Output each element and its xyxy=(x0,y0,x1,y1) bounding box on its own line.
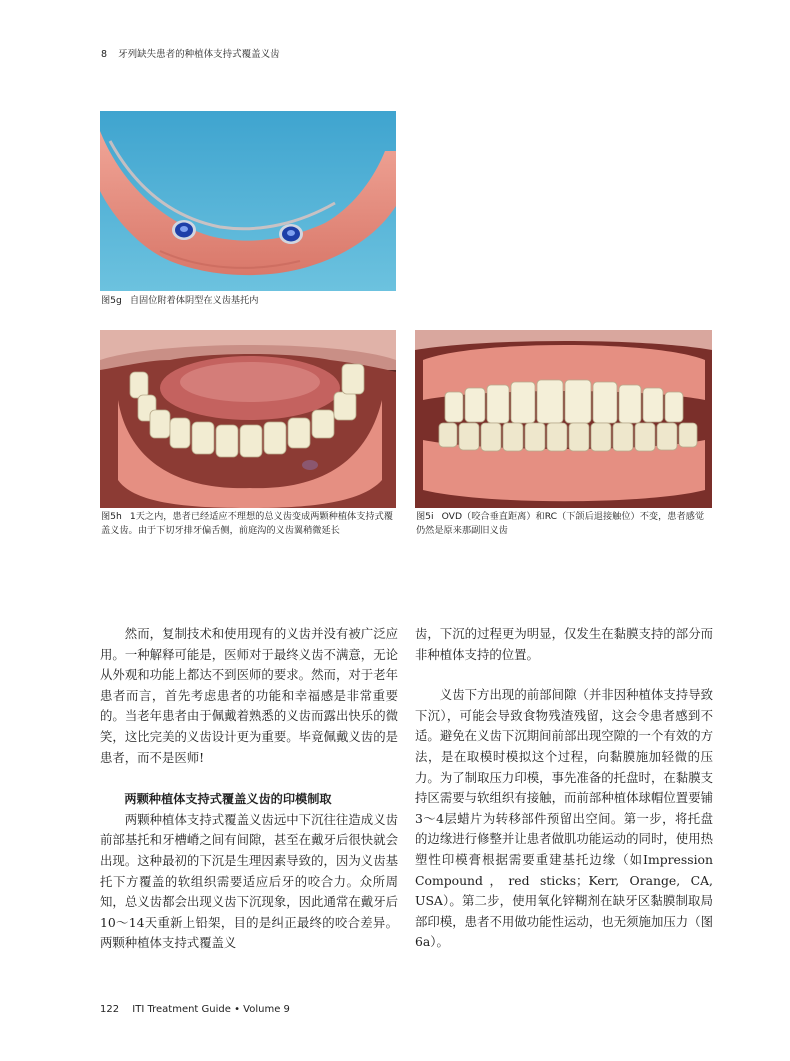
figure-5i-caption xyxy=(416,510,712,538)
page-footer xyxy=(100,1004,290,1015)
figure-caption-text: 自固位附着体阴型在义齿基托内 xyxy=(129,295,259,306)
header-page-number: 8 xyxy=(101,49,108,60)
figure-caption-text: 1天之内，患者已经适应不理想的总义齿变成两颗种植体支持式覆盖义齿。由于下切牙排牙偏舌侧，前庭沟的义齿翼稍微延长 xyxy=(101,511,393,536)
header-chapter-title: 牙列缺失患者的种植体支持式覆盖义齿 xyxy=(118,49,280,60)
body-column-left xyxy=(100,624,398,954)
figure-5h-photo xyxy=(100,330,396,508)
footer-page-number: 122 xyxy=(100,1004,120,1015)
figure-5h-caption xyxy=(101,510,397,538)
paragraph: 两颗种植体支持式覆盖义齿远中下沉往往造成义齿前部基托和牙槽嵴之间有间隙，甚至在戴牙后很快就会出现。这种最初的下沉是生理因素导致的，因为义齿基托下方覆盖的软组织需要适应后牙的咬合力。众所周知，总义齿都会出现义齿下沉现象，因此通常在戴牙后10～14天重新上铅架，目的是纠正最终的咬合差异。两颗种植体支持式覆盖义 xyxy=(100,811,398,951)
figure-label: 图5i xyxy=(416,511,434,522)
footer-book-title: ITI Treatment Guide • Volume 9 xyxy=(132,1004,290,1015)
running-head xyxy=(101,46,280,60)
figure-5g-caption xyxy=(101,294,401,308)
attachment-right xyxy=(279,224,303,244)
attachment-left xyxy=(172,220,196,240)
figure-caption-text: OVD（咬合垂直距离）和RC（下颌后退接触位）不变，患者感觉仍然是原来那副旧义齿 xyxy=(416,511,705,536)
figure-5g-photo xyxy=(100,111,396,291)
paragraph: 义齿下方出现的前部间隙（并非因种植体支持导致下沉），可能会导致食物残渣残留，这会令患者感到不适。避免在义齿下沉期间前部出现空隙的一个有效的方法，是在取模时模拟这个过程，向黏膜施加轻微的压力。为了制取压力印模，事先准备的托盘时，在黏膜支持区需要与软组织有接触，而前部种植体球帽位置要铺3～4层蜡片为转移部件预留出空间。第一步，将托盘的边缘进行修整并让患者做肌功能运动的同时，使用热塑性印模膏根据需要重建基托边缘（如Impression Compound，red sticks；Kerr, Orange, CA, USA）。第二步，使用氧化锌糊剂在缺牙区黏膜制取局部印模，患者不用做功能性运动，也无须施加压力（图6a）。 xyxy=(415,687,713,950)
figure-label: 图5h xyxy=(101,511,122,522)
figure-5i-photo xyxy=(415,330,712,508)
paragraph: 然而，复制技术和使用现有的义齿并没有被广泛应用。一种解释可能是，医师对于最终义齿不满意，无论从外观和功能上都达不到医师的要求。然而，对于老年患者而言，首先考虑患者的功能和幸福感是非常重要的。当老年患者由于佩戴着熟悉的义齿而露出快乐的微笑，这比完美的义齿设计更为重要。毕竟佩戴义齿的是患者，而不是医师! xyxy=(100,626,398,765)
section-heading: 两颗种植体支持式覆盖义齿的印模制取 xyxy=(124,792,332,807)
figure-label: 图5g xyxy=(101,295,122,306)
paragraph: 齿，下沉的过程更为明显，仅发生在黏膜支持的部分而非种植体支持的位置。 xyxy=(415,626,713,662)
body-column-right xyxy=(415,624,713,953)
